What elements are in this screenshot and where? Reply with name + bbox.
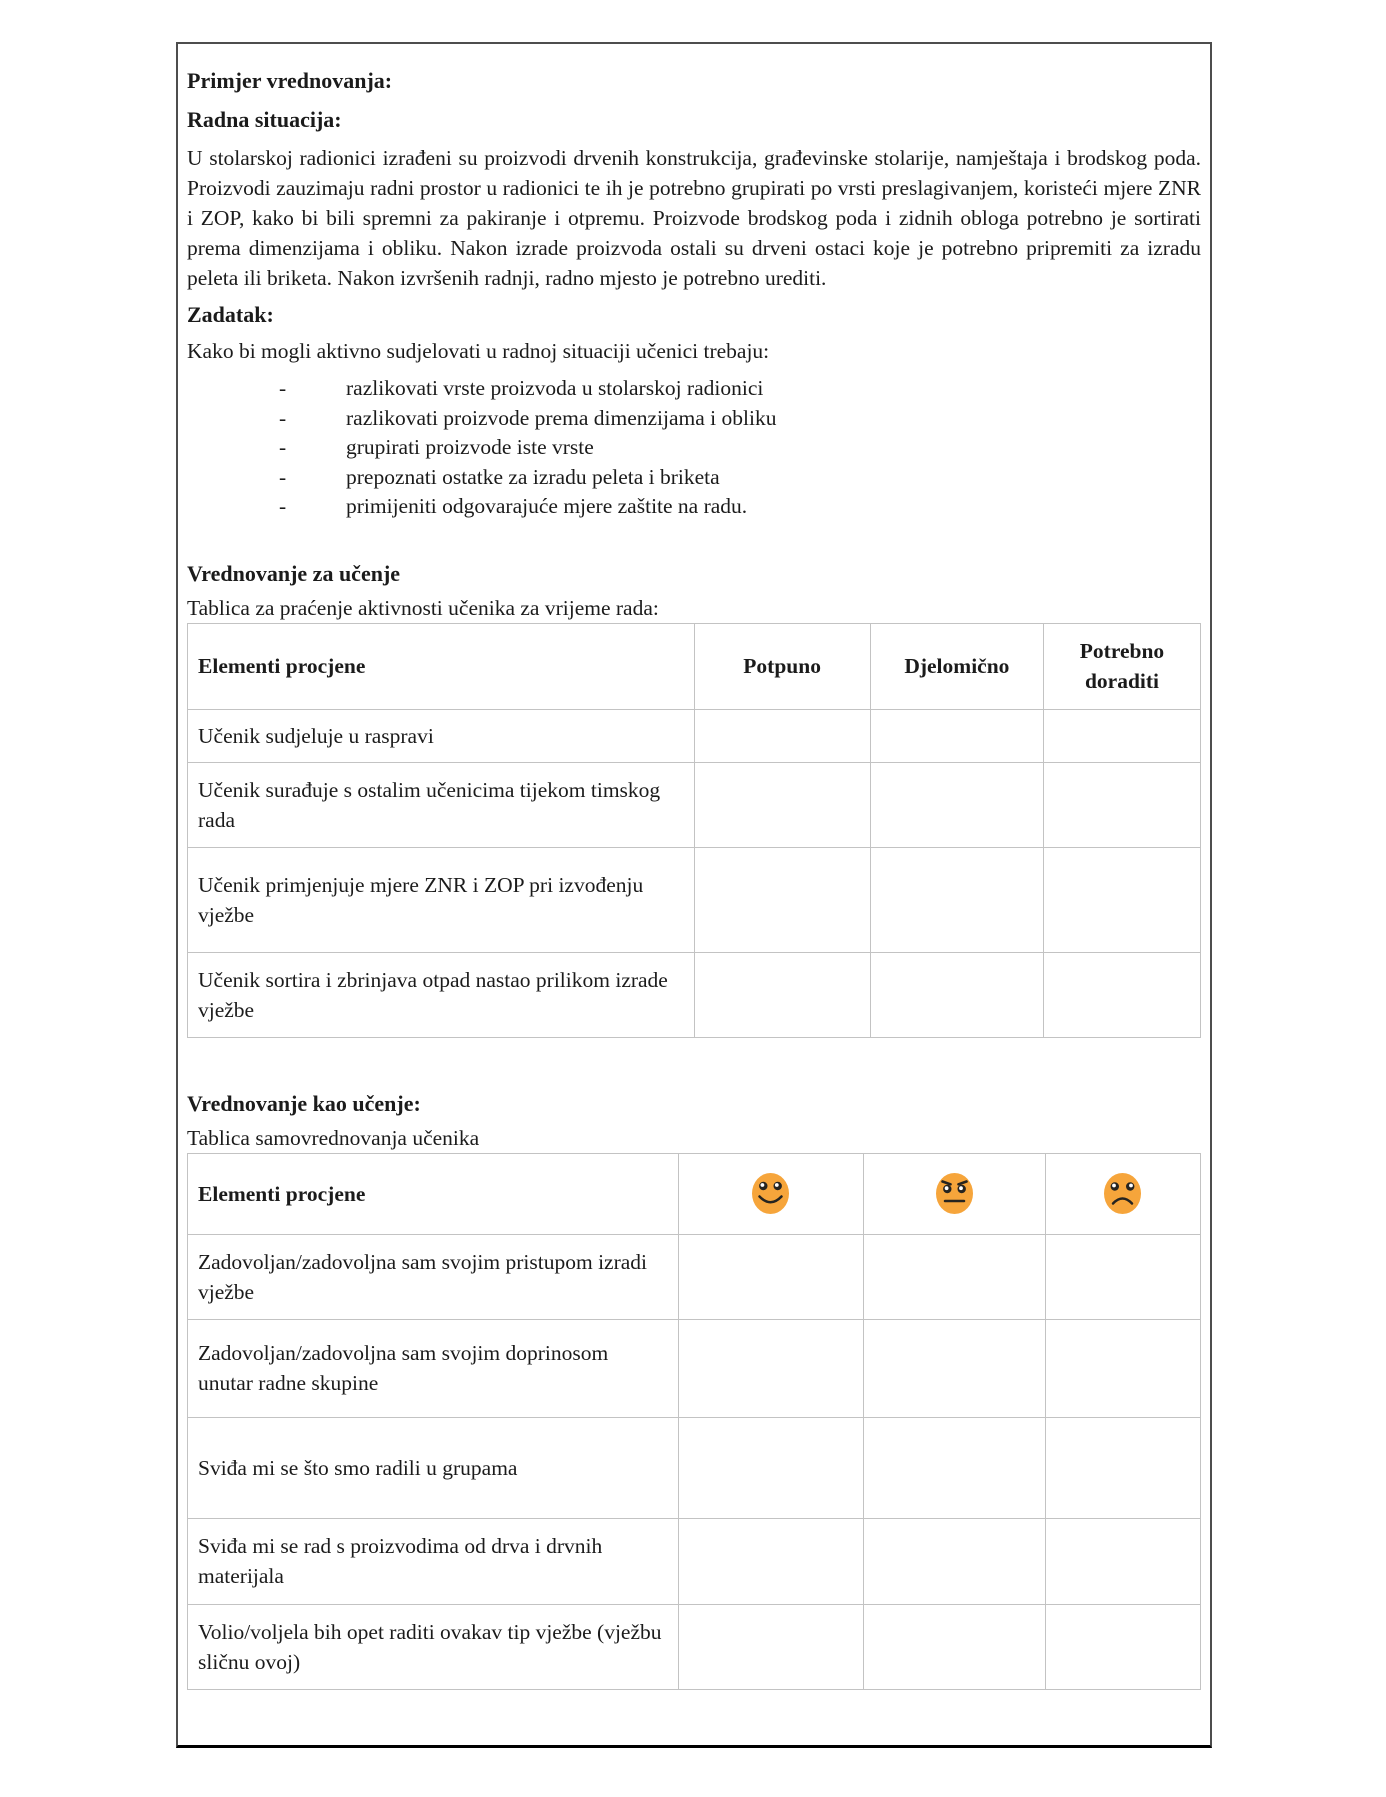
empty-cell xyxy=(694,847,870,952)
empty-cell xyxy=(1045,1417,1200,1518)
table-row xyxy=(188,762,1201,847)
empty-cell xyxy=(870,762,1043,847)
heading-vrednovanje-kao-ucenje: Vrednovanje kao učenje: xyxy=(187,1090,421,1116)
bullet-marker: - xyxy=(279,494,287,518)
table-row xyxy=(188,1417,1201,1518)
sad-face-icon xyxy=(1103,1172,1142,1215)
bullet-marker: - xyxy=(279,464,287,489)
empty-cell xyxy=(870,847,1043,952)
table-header-row xyxy=(188,1153,1201,1234)
column-header-elementi-procjene: Elementi procjene xyxy=(188,1153,679,1234)
column-header-neutral xyxy=(863,1153,1045,1234)
table1-caption: Tablica za praćenje aktivnosti učenika za vrijeme rada: xyxy=(187,595,659,620)
list-item xyxy=(187,374,1201,404)
table2-caption: Tablica samovrednovanja učenika xyxy=(187,1125,480,1150)
happy-face-icon xyxy=(751,1172,790,1215)
table-row xyxy=(188,1234,1201,1319)
evaluation-table xyxy=(187,623,1201,1038)
heading-vrednovanje-za-ucenje: Vrednovanje za učenje xyxy=(187,560,401,586)
zadatak-bullet-list xyxy=(187,374,1201,522)
empty-cell xyxy=(694,709,870,762)
bullet-text: prepoznati ostatke za izradu peleta i briketa xyxy=(346,464,720,489)
zadatak-intro: Kako bi mogli aktivno sudjelovati u radnoj situaciji učenici trebaju: xyxy=(187,339,770,363)
neutral-face-icon xyxy=(935,1172,974,1215)
column-header-djelomicno: Djelomično xyxy=(870,623,1043,709)
empty-cell xyxy=(1043,709,1200,762)
column-header-sad xyxy=(1045,1153,1200,1234)
empty-cell xyxy=(1045,1234,1200,1319)
bullet-text: razlikovati vrste proizvoda u stolarskoj radionici xyxy=(346,376,764,400)
empty-cell xyxy=(679,1319,863,1417)
list-item xyxy=(187,492,1201,522)
empty-cell xyxy=(694,952,870,1037)
bullet-text: grupirati proizvode iste vrste xyxy=(346,435,594,459)
empty-cell xyxy=(1043,952,1200,1037)
empty-cell xyxy=(679,1234,863,1319)
row-label: Učenik surađuje s ostalim učenicima tijekom timskog rada xyxy=(188,762,695,847)
bullet-marker: - xyxy=(279,405,287,430)
column-header-potrebno-doraditi: Potrebno doraditi xyxy=(1043,623,1200,709)
row-label: Učenik sudjeluje u raspravi xyxy=(188,709,695,762)
empty-cell xyxy=(1045,1319,1200,1417)
row-label: Volio/voljela bih opet raditi ovakav tip vježbe (vježbu sličnu ovoj) xyxy=(188,1604,679,1689)
empty-cell xyxy=(1045,1604,1200,1689)
empty-cell xyxy=(863,1518,1045,1604)
table-row xyxy=(188,709,1201,762)
self-evaluation-table xyxy=(187,1153,1201,1690)
empty-cell xyxy=(1045,1518,1200,1604)
row-label: Učenik sortira i zbrinjava otpad nastao prilikom izrade vježbe xyxy=(188,952,695,1037)
list-item xyxy=(187,404,1201,434)
table-row xyxy=(188,1319,1201,1417)
empty-cell xyxy=(863,1604,1045,1689)
heading-primjer-vrednovanja: Primjer vrednovanja: xyxy=(187,68,393,93)
table-row xyxy=(188,1604,1201,1689)
table-row xyxy=(188,952,1201,1037)
empty-cell xyxy=(863,1319,1045,1417)
column-header-potpuno: Potpuno xyxy=(694,623,870,709)
row-label: Učenik primjenjuje mjere ZNR i ZOP pri izvođenju vježbe xyxy=(188,847,695,952)
column-header-happy xyxy=(679,1153,863,1234)
empty-cell xyxy=(1043,847,1200,952)
row-label: Sviđa mi se što smo radili u grupama xyxy=(188,1417,679,1518)
empty-cell xyxy=(679,1604,863,1689)
list-item xyxy=(187,463,1201,493)
radna-situacija-paragraph: U stolarskoj radionici izrađeni su proizvodi drvenih konstrukcija, građevinske stolarije, namještaja i brodskog poda. Proizvodi zauzimaju radni prostor u radionici te ih je potrebno grupirati po vrsti preslagivanjem, koristeći mjere ZNR i ZOP, kako bi bili spremni za pakiranje i otpremu. Proizvode brodskog poda i zidnih obloga potrebno je sortirati prema dimenzijama i obliku. Nakon izrade proizvoda ostali su drveni ostaci koje je potrebno pripremiti za izradu peleta ili briketa. Nakon izvršenih radnji, radno mjesto je potrebno urediti. xyxy=(187,146,1201,290)
bullet-marker: - xyxy=(279,376,287,400)
empty-cell xyxy=(679,1417,863,1518)
document-page xyxy=(176,42,1212,1748)
empty-cell xyxy=(870,952,1043,1037)
column-header-elementi-procjene: Elementi procjene xyxy=(188,623,695,709)
table-row xyxy=(188,1518,1201,1604)
row-label: Zadovoljan/zadovoljna sam svojim doprinosom unutar radne skupine xyxy=(188,1319,679,1417)
row-label: Zadovoljan/zadovoljna sam svojim pristupom izradi vježbe xyxy=(188,1234,679,1319)
bullet-marker: - xyxy=(279,435,287,459)
empty-cell xyxy=(694,762,870,847)
table-header-row xyxy=(188,623,1201,709)
heading-radna-situacija: Radna situacija: xyxy=(187,107,342,132)
row-label: Sviđa mi se rad s proizvodima od drva i drvnih materijala xyxy=(188,1518,679,1604)
bullet-text: razlikovati proizvode prema dimenzijama i obliku xyxy=(346,405,777,430)
empty-cell xyxy=(1043,762,1200,847)
empty-cell xyxy=(863,1234,1045,1319)
list-item xyxy=(187,433,1201,463)
empty-cell xyxy=(679,1518,863,1604)
table-row xyxy=(188,847,1201,952)
bullet-text: primijeniti odgovarajuće mjere zaštite na radu. xyxy=(346,494,748,518)
empty-cell xyxy=(870,709,1043,762)
heading-zadatak: Zadatak: xyxy=(187,302,274,327)
empty-cell xyxy=(863,1417,1045,1518)
